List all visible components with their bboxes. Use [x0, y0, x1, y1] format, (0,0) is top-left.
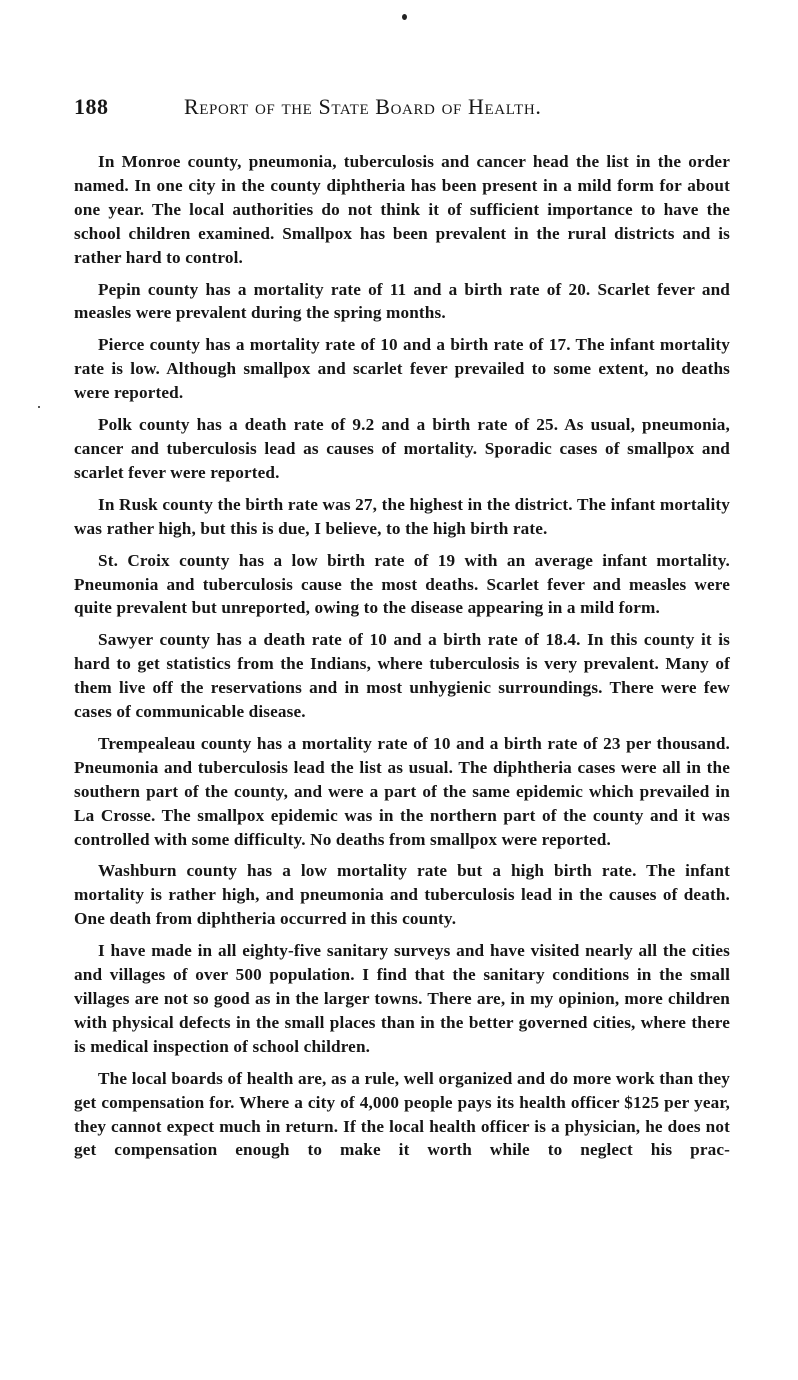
running-title: Report of the State Board of Health.: [184, 94, 542, 119]
paragraph-rusk: In Rusk county the birth rate was 27, the highest in the district. The infant mortality was rather high, but this is due, I believe, to the high birth rate.: [74, 494, 730, 538]
paragraph-monroe: In Monroe county, pneumonia, tuberculosis and cancer head the list in the order named. In one city in the county diphtheria has been present in a mild form for about one year. The local authorities do not think it of sufficient importance to have the school children examined. Smallpox has been prevalent in the rural districts and is rather hard to control.: [74, 152, 730, 267]
paragraph-st-croix: St. Croix county has a low birth rate of 19 with an average infant mortality. Pneumonia and tuberculosis cause the most deaths. Scarlet fever and measles were quite prevalent but unreported, owing to the disease appearing in a mild form.: [74, 550, 730, 618]
paragraph-polk: Polk county has a death rate of 9.2 and a birth rate of 25. As usual, pneumonia, cancer and tuberculosis lead as causes of mortality. Sporadic cases of smallpox and scarlet fever were reported.: [74, 415, 730, 482]
paragraph-trempealeau: Trempealeau county has a mortality rate of 10 and a birth rate of 23 per thousand. Pneumonia and tuberculosis lead the list as usual. The diphtheria cases were all in the southern part of the county, and were a part of the same epidemic which prevailed in La Crosse. The smallpox epidemic was in the northern part of the county and it was controlled with some difficulty. No deaths from smallpox were reported.: [74, 733, 730, 849]
paragraph-sanitary-surveys: I have made in all eighty-five sanitary surveys and have visited nearly all the cities and villages of over 500 population. I find that the sanitary conditions in the small villages are not so good as in the larger towns. There are, in my opinion, more children with physical defects in the small places than in the better governed cities, where there is medical inspection of school children.: [74, 941, 730, 1056]
paragraph-pepin: Pepin county has a mortality rate of 11 and a birth rate of 20. Scarlet fever and measles were prevalent during the spring months.: [74, 279, 730, 323]
paragraph-local-boards: The local boards of health are, as a rule, well organized and do more work than they get compensation for. Where a city of 4,000 people pays its health officer $125 per year, they cannot expect much in return. If the local health officer is a physician, he does not get compensation enough to make it worth while to neglect his prac-: [74, 1068, 730, 1160]
page-header: [74, 94, 728, 126]
page-number: 188: [74, 94, 109, 119]
ink-speck-mark: [38, 406, 40, 408]
paragraph-pierce: Pierce county has a mortality rate of 10 and a birth rate of 17. The infant mortality rate is low. Although smallpox and scarlet fever prevailed to some extent, no deaths were reported.: [74, 335, 730, 403]
paragraph-washburn: Washburn county has a low mortality rate but a high birth rate. The infant mortality is rather high, and pneumonia and tuberculosis lead in the causes of death. One death from diphtheria occurred in this county.: [74, 861, 730, 929]
body-text: [74, 150, 730, 1170]
paragraph-sawyer: Sawyer county has a death rate of 10 and a birth rate of 18.4. In this county it is hard to get statistics from the Indians, where tuberculosis is very prevalent. Many of them live off the reservations and in most unhygienic surroundings. There were few cases of communicable disease.: [74, 630, 730, 722]
ink-speck-mark: [402, 14, 407, 20]
